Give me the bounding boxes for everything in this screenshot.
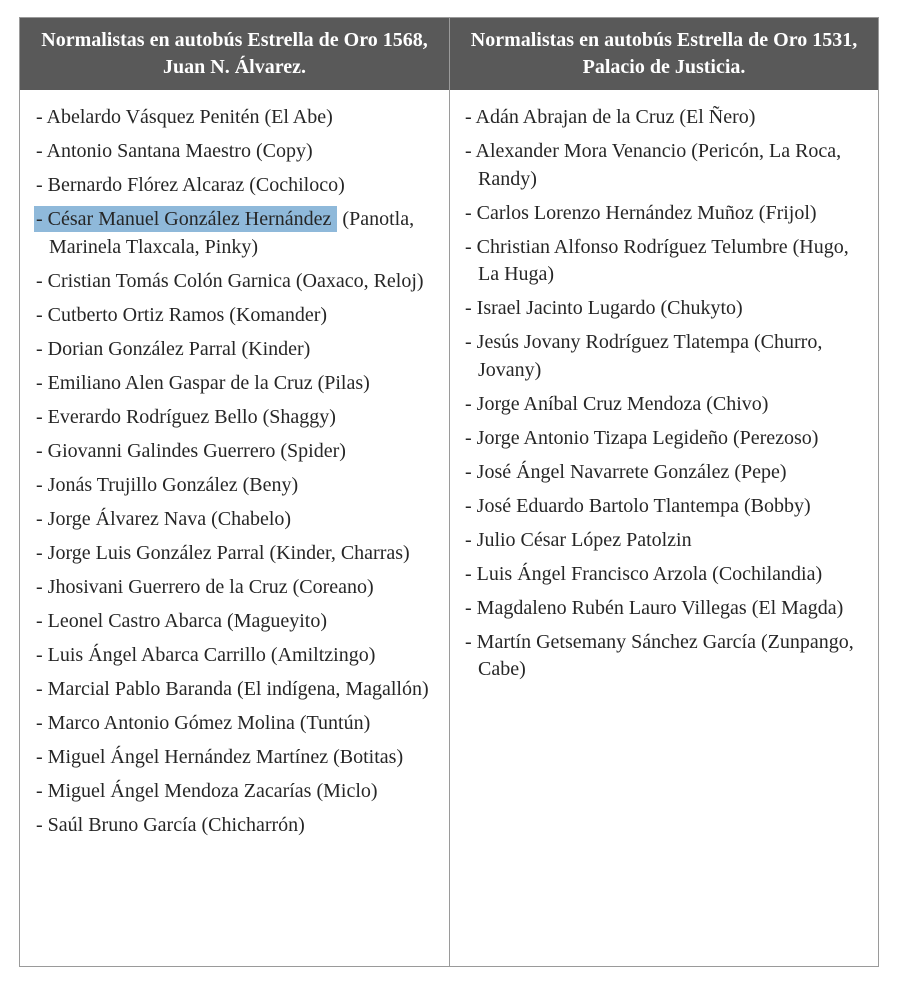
highlighted-name: - César Manuel González Hernández bbox=[34, 206, 337, 232]
list-item: - Emiliano Alen Gaspar de la Cruz (Pilas) bbox=[36, 371, 370, 394]
list-item: - Bernardo Flórez Alcaraz (Cochiloco) bbox=[36, 174, 345, 196]
list-item: - Abelardo Vásquez Penitén (El Abe) bbox=[36, 106, 333, 128]
list-item-nicknames: (Panotla, Marinela Tlaxcala, Pinky) bbox=[49, 208, 415, 258]
column-bus-1568-list bbox=[20, 90, 450, 966]
list-item: - Miguel Ángel Hernández Martínez (Botitas) bbox=[36, 745, 404, 768]
list-item: - Giovanni Galindes Guerrero (Spider) bbox=[36, 439, 346, 462]
list-item: - Cutberto Ortiz Ramos (Komander) bbox=[36, 303, 328, 326]
list-item: - José Ángel Navarrete González (Pepe) bbox=[465, 460, 787, 483]
list-item bbox=[20, 206, 449, 261]
list-item: - José Eduardo Bartolo Tlantempa (Bobby) bbox=[465, 494, 811, 517]
column-header-bus-1531: Normalistas en autobús Estrella de Oro 1531, Palacio de Justicia. bbox=[450, 18, 878, 90]
list-item: - Carlos Lorenzo Hernández Muñoz (Frijol) bbox=[465, 201, 817, 224]
list-item: - Everardo Rodríguez Bello (Shaggy) bbox=[36, 405, 336, 428]
list-item: - Adán Abrajan de la Cruz (El Ñero) bbox=[465, 106, 756, 128]
list-item: - Leonel Castro Abarca (Magueyito) bbox=[36, 609, 328, 632]
list-item: - Marco Antonio Gómez Molina (Tuntún) bbox=[36, 711, 371, 734]
list-item: - Jonás Trujillo González (Beny) bbox=[36, 473, 299, 496]
list-item: - Dorian González Parral (Kinder) bbox=[36, 337, 311, 360]
list-item: - Jorge Antonio Tizapa Legideño (Perezoso) bbox=[465, 426, 819, 449]
students-table bbox=[19, 17, 879, 967]
list-item: - Julio César López Patolzin bbox=[465, 528, 692, 551]
list-item: - Cristian Tomás Colón Garnica (Oaxaco, Reloj) bbox=[36, 269, 424, 292]
list-item: - Luis Ángel Abarca Carrillo (Amiltzingo) bbox=[36, 643, 376, 666]
list-item: - Martín Getsemany Sánchez García (Zunpango, Cabe) bbox=[465, 630, 854, 680]
column-bus-1531-list bbox=[450, 90, 878, 966]
list-item: - Jhosivani Guerrero de la Cruz (Coreano) bbox=[36, 575, 374, 598]
list-item: - Christian Alfonso Rodríguez Telumbre (Hugo, La Huga) bbox=[465, 235, 849, 285]
list-item: - Jorge Álvarez Nava (Chabelo) bbox=[36, 507, 292, 530]
list-item: - Luis Ángel Francisco Arzola (Cochilandia) bbox=[465, 562, 823, 585]
list-item: - Saúl Bruno García (Chicharrón) bbox=[36, 813, 305, 836]
list-item: - Marcial Pablo Baranda (El indígena, Magallón) bbox=[36, 677, 429, 700]
list-item: - Jorge Aníbal Cruz Mendoza (Chivo) bbox=[465, 392, 769, 415]
list-item: - Jorge Luis González Parral (Kinder, Charras) bbox=[36, 541, 410, 564]
list-item: - Israel Jacinto Lugardo (Chukyto) bbox=[465, 297, 743, 319]
list-item: - Jesús Jovany Rodríguez Tlatempa (Churro, Jovany) bbox=[465, 331, 823, 381]
list-item: - Miguel Ángel Mendoza Zacarías (Miclo) bbox=[36, 779, 378, 802]
list-item: - Magdaleno Rubén Lauro Villegas (El Magda) bbox=[465, 596, 844, 619]
column-header-bus-1568: Normalistas en autobús Estrella de Oro 1568, Juan N. Álvarez. bbox=[20, 18, 450, 90]
list-item: - Antonio Santana Maestro (Copy) bbox=[36, 140, 313, 162]
list-item: - Alexander Mora Venancio (Pericón, La Roca, Randy) bbox=[465, 140, 842, 190]
